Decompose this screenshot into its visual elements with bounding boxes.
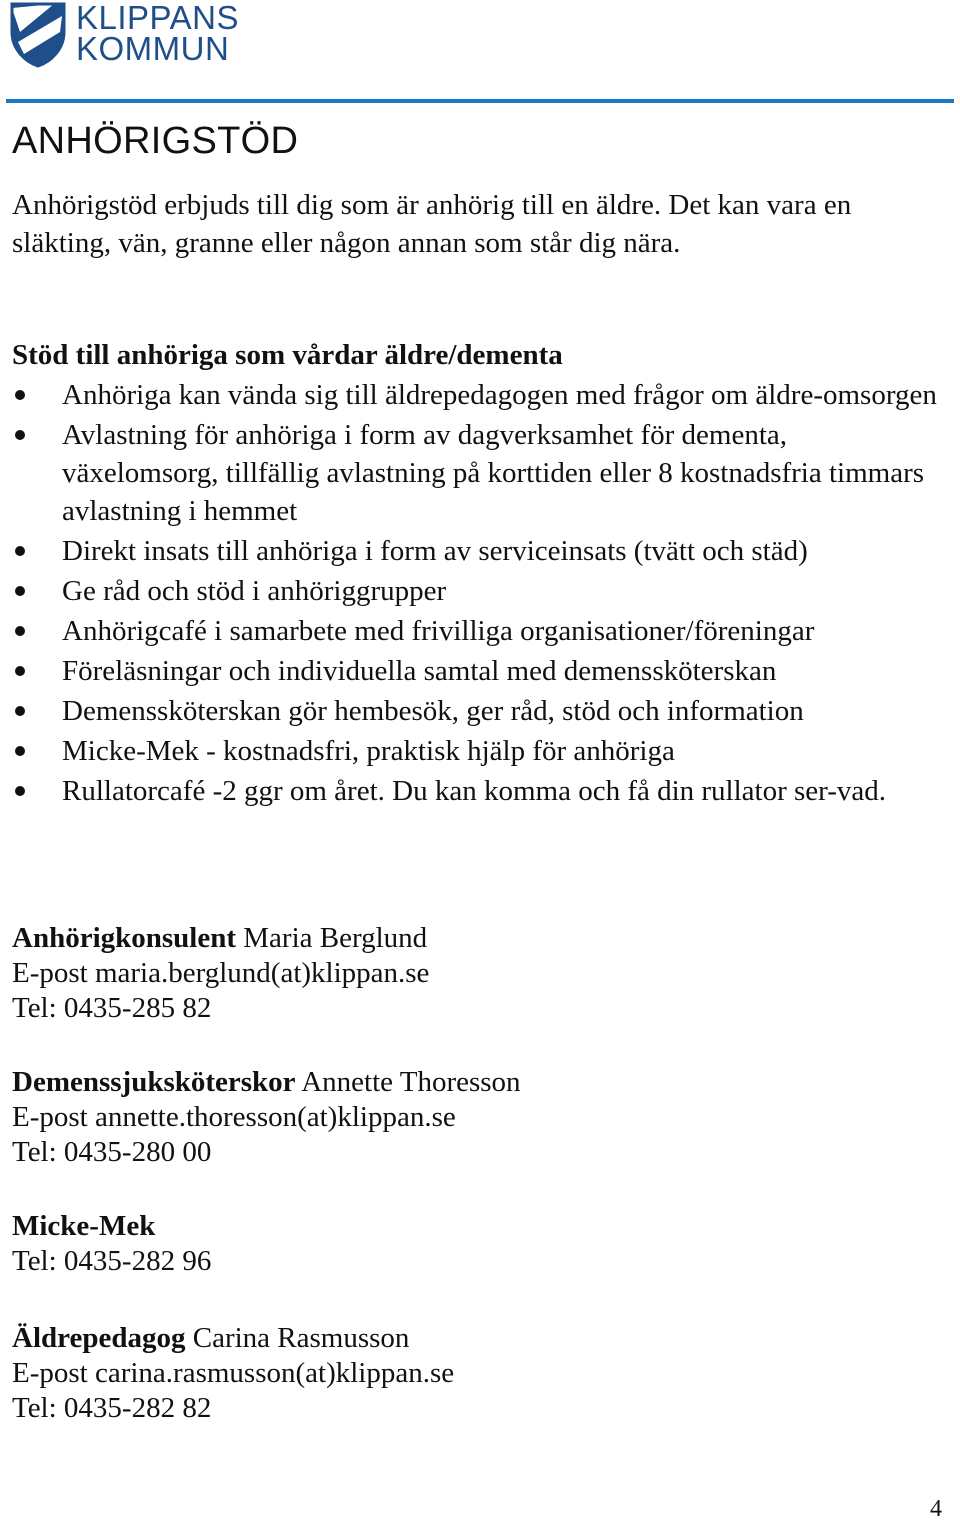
list-item bbox=[12, 572, 947, 610]
bullet-icon bbox=[15, 626, 25, 636]
list-item bbox=[12, 692, 947, 730]
contact-phone: Tel: 0435-282 82 bbox=[12, 1392, 212, 1424]
list-item bbox=[12, 772, 947, 810]
list-item-text: Föreläsningar och individuella samtal med demenssköterskan bbox=[62, 655, 777, 687]
list-item-text: Anhöriga kan vända sig till äldrepedagogen med frågor om äldre-omsorgen bbox=[62, 379, 937, 411]
list-item bbox=[12, 612, 947, 650]
contact-heading bbox=[12, 1065, 521, 1100]
contact-role: Micke-Mek bbox=[12, 1210, 156, 1242]
contact-heading bbox=[12, 1209, 211, 1244]
contact-anhorigkonsulent bbox=[12, 921, 429, 1026]
list-item-text: Micke-Mek - kostnadsfri, praktisk hjälp för anhöriga bbox=[62, 735, 675, 767]
list-item bbox=[12, 376, 947, 414]
page-title: ANHÖRIGSTÖD bbox=[12, 120, 299, 162]
contact-role: Äldrepedagog bbox=[12, 1322, 186, 1354]
intro-paragraph: Anhörigstöd erbjuds till dig som är anhörig till en äldre. Det kan vara en släkting, vän, granne eller någon annan som står dig nära. bbox=[12, 189, 852, 259]
list-item bbox=[12, 532, 947, 570]
header-divider bbox=[6, 99, 954, 103]
list-item-text: Demenssköterskan gör hembesök, ger råd, stöd och information bbox=[62, 695, 804, 727]
logo-wordmark bbox=[76, 0, 239, 67]
page-number: 4 bbox=[930, 1496, 942, 1522]
bullet-icon bbox=[15, 546, 25, 556]
list-item-text: Direkt insats till anhöriga i form av serviceinsats (tvätt och städ) bbox=[62, 535, 808, 567]
list-item bbox=[12, 652, 947, 690]
list-item bbox=[12, 416, 947, 530]
contact-person: Maria Berglund bbox=[236, 922, 428, 954]
contact-person: Annette Thoresson bbox=[295, 1066, 521, 1098]
support-heading: Stöd till anhöriga som vårdar äldre/dementa bbox=[12, 339, 563, 371]
list-item-text: Ge råd och stöd i anhöriggrupper bbox=[62, 575, 447, 607]
contact-micke-mek bbox=[12, 1209, 211, 1279]
klippans-kommun-logo bbox=[10, 2, 250, 68]
contact-demenssjukskoterskor bbox=[12, 1065, 521, 1170]
list-item-text: Anhörigcafé i samarbete med frivilliga organisationer/föreningar bbox=[62, 615, 815, 647]
support-list bbox=[12, 376, 947, 812]
contact-role: Anhörigkonsulent bbox=[12, 922, 237, 954]
bullet-icon bbox=[15, 746, 25, 756]
list-item bbox=[12, 732, 947, 770]
contact-heading bbox=[12, 921, 429, 956]
bullet-icon bbox=[15, 430, 25, 440]
contact-email[interactable]: E-post carina.rasmusson(at)klippan.se bbox=[12, 1357, 455, 1389]
bullet-icon bbox=[15, 390, 25, 400]
contact-aldrepedagog bbox=[12, 1321, 454, 1426]
contact-email[interactable]: E-post maria.berglund(at)klippan.se bbox=[12, 957, 430, 989]
contact-person: Carina Rasmusson bbox=[185, 1322, 410, 1354]
municipal-crest-icon bbox=[10, 2, 66, 68]
logo-line-2: KOMMUN bbox=[76, 30, 230, 67]
contact-heading bbox=[12, 1321, 454, 1356]
contact-phone: Tel: 0435-285 82 bbox=[12, 992, 212, 1024]
contact-phone: Tel: 0435-282 96 bbox=[12, 1245, 212, 1277]
list-item-text: Rullatorcafé -2 ggr om året. Du kan komma och få din rullator ser-vad. bbox=[62, 775, 887, 807]
bullet-icon bbox=[15, 706, 25, 716]
bullet-icon bbox=[15, 666, 25, 676]
logo-line-1: KLIPPANS bbox=[76, 0, 239, 36]
list-item-text: Avlastning för anhöriga i form av dagverksamhet för dementa, växelomsorg, tillfällig avlastning på korttiden eller 8 kostnadsfria timmars avlastning i hemmet bbox=[62, 419, 925, 527]
contact-role: Demenssjuksköterskor bbox=[12, 1066, 296, 1098]
contact-email[interactable]: E-post annette.thoresson(at)klippan.se bbox=[12, 1101, 456, 1133]
bullet-icon bbox=[15, 786, 25, 796]
bullet-icon bbox=[15, 586, 25, 596]
contact-phone: Tel: 0435-280 00 bbox=[12, 1136, 212, 1168]
